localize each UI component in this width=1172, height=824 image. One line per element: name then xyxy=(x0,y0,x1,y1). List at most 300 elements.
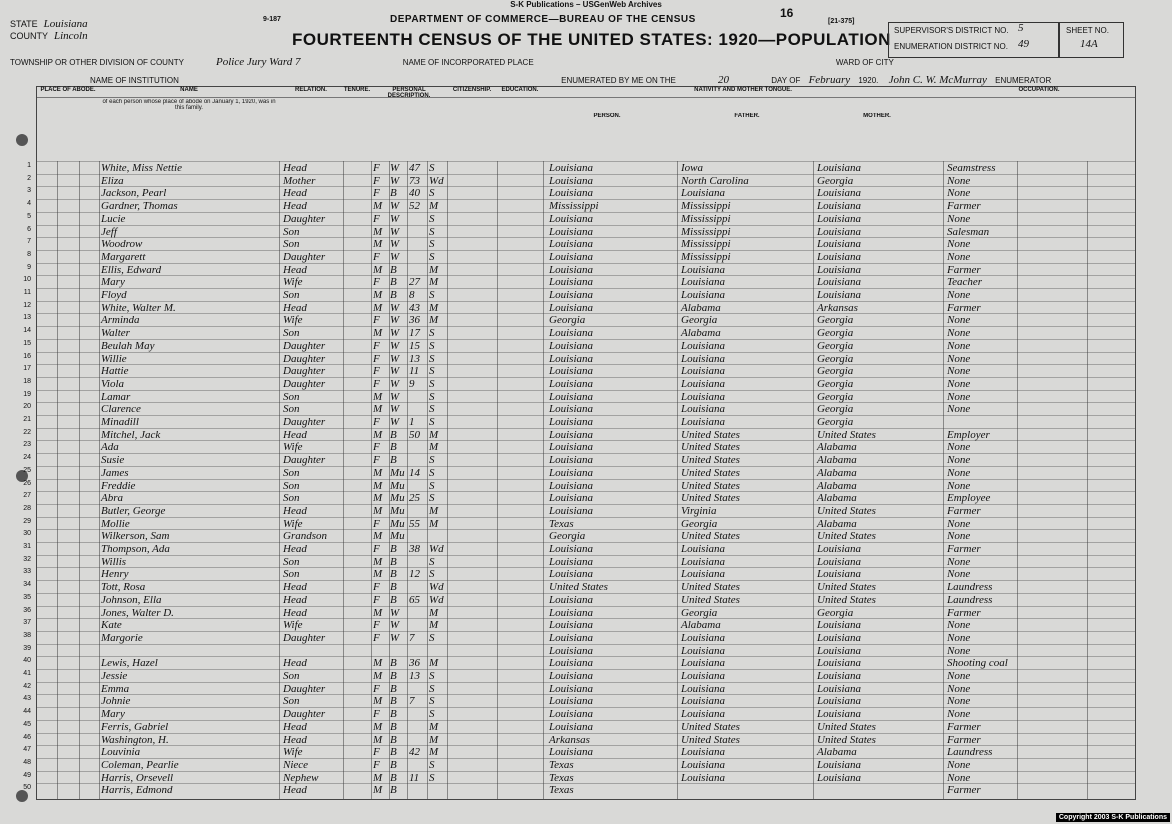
relation-cell: Daughter xyxy=(283,212,326,225)
person-name-cell: Minadill xyxy=(101,416,139,428)
relation-cell: Wife xyxy=(283,441,303,454)
occupation-cell: Farmer xyxy=(947,543,981,555)
birthplace-cell: Louisiana xyxy=(549,441,594,454)
father-birthplace-cell: Louisiana xyxy=(681,682,726,695)
name-column-desc: of each person whose place of abode on January 1, 1920, was in this family. xyxy=(102,99,276,111)
relation-cell: Head xyxy=(283,187,307,200)
age-cell: 36 xyxy=(409,657,420,670)
race-cell: W xyxy=(390,174,400,187)
sex-cell: F xyxy=(373,517,380,530)
occupation-cell: Employee xyxy=(947,492,991,505)
person-name-cell: Kate xyxy=(101,619,122,632)
marital-status-cell: S xyxy=(429,238,435,251)
sex-cell: M xyxy=(373,784,383,797)
father-birthplace-cell: Mississippi xyxy=(681,250,731,263)
sex-cell: F xyxy=(373,276,380,289)
mother-birthplace-cell: Louisiana xyxy=(817,708,862,721)
occupation-cell: None xyxy=(947,670,971,682)
father-birthplace-cell: Louisiana xyxy=(681,644,726,657)
person-name-cell: Wilkerson, Sam xyxy=(101,530,170,543)
row-number: 21 xyxy=(23,416,31,423)
birthplace-cell: Louisiana xyxy=(549,263,594,276)
race-cell: B xyxy=(390,657,397,670)
occupation-cell: None xyxy=(947,479,971,492)
person-name-cell: Ferris, Gabriel xyxy=(101,720,169,733)
mother-birthplace-cell: United States xyxy=(817,733,876,746)
race-cell: B xyxy=(390,733,397,746)
relation-cell: Wife xyxy=(283,276,303,289)
marital-status-cell: M xyxy=(429,200,439,213)
relation-cell: Head xyxy=(283,504,307,517)
sex-cell: F xyxy=(373,746,380,759)
enum-month: February xyxy=(808,74,851,86)
row-number: 32 xyxy=(23,555,31,563)
state-county-block xyxy=(10,18,88,42)
person-name-cell: Jackson, Pearl xyxy=(101,187,167,200)
person-name-cell: Harris, Orsevell xyxy=(101,771,174,784)
sex-cell: M xyxy=(373,568,383,581)
birthplace-cell: Louisiana xyxy=(549,377,594,390)
father-birthplace-cell: United States xyxy=(681,466,740,479)
age-cell: 1 xyxy=(409,416,415,428)
marital-status-cell: Wd xyxy=(429,543,444,555)
occupation-cell: Laundress xyxy=(947,593,993,606)
birthplace-cell: Louisiana xyxy=(549,428,594,441)
person-name-cell: Clarence xyxy=(101,403,141,416)
age-cell: 17 xyxy=(409,327,420,340)
birthplace-cell: Arkansas xyxy=(549,733,590,746)
person-name-cell: Butler, George xyxy=(101,504,166,517)
occupation-cell: None xyxy=(947,314,971,327)
marital-status-cell: S xyxy=(429,568,435,581)
form-number: 9-187 xyxy=(263,16,281,23)
mother-birthplace-cell: Georgia xyxy=(817,416,854,428)
sex-cell: M xyxy=(373,695,383,708)
mother-birthplace-cell: Louisiana xyxy=(817,657,862,670)
county-label: COUNTY xyxy=(10,31,48,41)
birthplace-cell: Louisiana xyxy=(549,225,594,238)
mother-birthplace-cell: Louisiana xyxy=(817,771,862,784)
marital-status-cell: S xyxy=(429,758,435,771)
occupation-cell: Teacher xyxy=(947,276,983,289)
sex-cell: F xyxy=(373,593,380,606)
father-birthplace-cell: Mississippi xyxy=(681,200,731,213)
occupation-cell: None xyxy=(947,212,971,225)
race-cell: Mu xyxy=(390,517,405,530)
person-name-cell: Lamar xyxy=(101,390,131,403)
relation-cell: Head xyxy=(283,593,307,606)
ward-label: WARD OF CITY xyxy=(835,58,894,67)
row-number: 42 xyxy=(23,682,31,690)
occupation-cell: Salesman xyxy=(947,225,990,238)
mother-birthplace-cell: Georgia xyxy=(817,339,854,352)
marital-status-cell: S xyxy=(429,327,435,340)
marital-status-cell: S xyxy=(429,212,435,225)
relation-cell: Daughter xyxy=(283,352,326,365)
row-number: 28 xyxy=(23,504,31,512)
birthplace-cell: Louisiana xyxy=(549,276,594,289)
marital-status-cell: M xyxy=(429,619,439,632)
marital-status-cell: S xyxy=(429,352,435,365)
marital-status-cell: S xyxy=(429,771,435,784)
age-cell: 13 xyxy=(409,352,420,365)
father-birthplace-cell: Louisiana xyxy=(681,670,726,682)
row-number: 35 xyxy=(23,593,31,601)
birthplace-cell: Louisiana xyxy=(549,250,594,263)
marital-status-cell: S xyxy=(429,695,435,708)
occupation-cell: None xyxy=(947,327,971,340)
race-cell: B xyxy=(390,289,397,301)
occupation-cell: None xyxy=(947,466,971,479)
birthplace-cell: Louisiana xyxy=(549,174,594,187)
birthplace-cell: Louisiana xyxy=(549,352,594,365)
birthplace-cell: Louisiana xyxy=(549,416,594,428)
race-cell: Mu xyxy=(390,479,405,492)
person-name-cell: Susie xyxy=(101,454,125,467)
age-cell: 40 xyxy=(409,187,420,200)
age-cell: 47 xyxy=(409,162,420,174)
marital-status-cell: S xyxy=(429,162,435,174)
row-number: 19 xyxy=(23,390,31,398)
group-occupation: OCCUPATION. xyxy=(943,87,1135,98)
mother-birthplace-cell: Louisiana xyxy=(817,644,862,657)
person-name-cell: Mitchel, Jack xyxy=(101,428,161,441)
father-birthplace-cell: Louisiana xyxy=(681,187,726,200)
occupation-cell: None xyxy=(947,390,971,403)
occupation-cell: None xyxy=(947,441,971,454)
birthplace-cell: Louisiana xyxy=(549,555,594,568)
birthplace-cell: Louisiana xyxy=(549,187,594,200)
person-name-cell: Louvinia xyxy=(101,746,141,759)
occupation-cell: Seamstress xyxy=(947,162,996,174)
relation-cell: Son xyxy=(283,568,300,581)
race-cell: B xyxy=(390,543,397,555)
row-number: 31 xyxy=(23,543,31,550)
birthplace-cell: Louisiana xyxy=(549,162,594,174)
enum-day: 20 xyxy=(718,74,730,86)
marital-status-cell: M xyxy=(429,428,439,441)
mother-birthplace-cell: United States xyxy=(817,530,876,543)
sex-cell: F xyxy=(373,708,380,721)
relation-cell: Son xyxy=(283,289,300,301)
person-name-cell: Freddie xyxy=(101,479,136,492)
race-cell: B xyxy=(390,771,397,784)
day-of-label: DAY OF xyxy=(771,76,801,85)
occupation-cell: None xyxy=(947,631,971,644)
father-birthplace-cell: Louisiana xyxy=(681,746,726,759)
relation-cell: Grandson xyxy=(283,530,328,543)
occupation-cell: None xyxy=(947,174,971,187)
race-cell: W xyxy=(390,327,400,340)
person-name-cell: James xyxy=(101,466,129,479)
mother-birthplace-cell: Alabama xyxy=(817,746,857,759)
sex-cell: F xyxy=(373,581,380,594)
occupation-cell: None xyxy=(947,403,971,416)
father-birthplace-cell: Louisiana xyxy=(681,365,726,378)
race-cell: B xyxy=(390,784,397,797)
age-cell: 38 xyxy=(409,543,420,555)
father-birthplace-cell: North Carolina xyxy=(681,174,749,187)
row-number: 30 xyxy=(23,530,31,538)
father-birthplace-cell: Louisiana xyxy=(681,631,726,644)
father-birthplace-cell: Alabama xyxy=(681,301,721,314)
row-number: 9 xyxy=(27,263,31,271)
occupation-cell: None xyxy=(947,238,971,251)
marital-status-cell: S xyxy=(429,289,435,301)
sex-cell: M xyxy=(373,606,383,619)
relation-cell: Son xyxy=(283,492,300,505)
father-birthplace-cell: Virginia xyxy=(681,504,717,517)
sex-cell: M xyxy=(373,670,383,682)
race-cell: B xyxy=(390,555,397,568)
relation-cell: Head xyxy=(283,200,307,213)
institution-line xyxy=(90,74,1051,86)
binding-hole xyxy=(16,790,28,802)
mother-birthplace-cell: Georgia xyxy=(817,390,854,403)
row-number: 22 xyxy=(23,428,31,436)
relation-cell: Head xyxy=(283,428,307,441)
occupation-cell: Employer xyxy=(947,428,990,441)
race-cell: W xyxy=(390,339,400,352)
mother-birthplace-cell: Louisiana xyxy=(817,263,862,276)
race-cell: W xyxy=(390,314,400,327)
sex-cell: F xyxy=(373,682,380,695)
occupation-cell: None xyxy=(947,517,971,530)
row-number: 11 xyxy=(23,289,31,296)
birthplace-cell: Louisiana xyxy=(549,301,594,314)
person-name-cell: Woodrow xyxy=(101,238,143,251)
person-name-cell: Emma xyxy=(101,682,130,695)
person-name-cell: Mollie xyxy=(101,517,130,530)
relation-cell: Wife xyxy=(283,314,303,327)
row-number: 26 xyxy=(23,479,31,487)
marital-status-cell: S xyxy=(429,225,435,238)
sheet-label: SHEET NO. xyxy=(1066,26,1109,35)
person-name-cell: Ada xyxy=(101,441,119,454)
sex-cell: M xyxy=(373,733,383,746)
race-cell: B xyxy=(390,695,397,708)
person-name-cell: Eliza xyxy=(101,174,124,187)
marital-status-cell: M xyxy=(429,301,439,314)
occupation-cell: None xyxy=(947,289,971,301)
mother-birthplace-cell: Louisiana xyxy=(817,758,862,771)
marital-status-cell: S xyxy=(429,187,435,200)
birthplace-cell: Louisiana xyxy=(549,631,594,644)
township-label: TOWNSHIP OR OTHER DIVISION OF COUNTY xyxy=(10,58,184,67)
person-name-cell: Lucie xyxy=(101,212,126,225)
mother-birthplace-cell: Alabama xyxy=(817,479,857,492)
father-birthplace-cell: Alabama xyxy=(681,327,721,340)
mother-birthplace-cell: Louisiana xyxy=(817,631,862,644)
father-birthplace-cell: Louisiana xyxy=(681,263,726,276)
person-name-cell: Lewis, Hazel xyxy=(101,657,158,670)
copyright-notice: Copyright 2003 S-K Publications xyxy=(1056,813,1170,822)
birthplace-cell: Texas xyxy=(549,758,574,771)
sex-cell: M xyxy=(373,555,383,568)
sex-cell: M xyxy=(373,492,383,505)
person-name-cell: Harris, Edmond xyxy=(101,784,173,797)
mother-birthplace-cell: Louisiana xyxy=(817,276,862,289)
birthplace-cell: Texas xyxy=(549,517,574,530)
relation-cell: Son xyxy=(283,327,300,340)
occupation-cell: Laundress xyxy=(947,581,993,594)
father-birthplace-cell: Louisiana xyxy=(681,758,726,771)
person-name-cell: Abra xyxy=(101,492,123,505)
age-cell: 11 xyxy=(409,771,420,784)
mother-birthplace-cell: United States xyxy=(817,428,876,441)
row-number: 12 xyxy=(23,301,31,309)
mother-birthplace-cell: Louisiana xyxy=(817,568,862,581)
person-name-cell: Willie xyxy=(101,352,127,365)
race-cell: B xyxy=(390,441,397,454)
page-title: FOURTEENTH CENSUS OF THE UNITED STATES: 1920—POPULATION xyxy=(292,30,891,49)
relation-cell: Son xyxy=(283,238,300,251)
age-cell: 14 xyxy=(409,466,420,479)
birthplace-cell: Louisiana xyxy=(549,644,594,657)
father-birthplace-cell: Georgia xyxy=(681,314,718,327)
marital-status-cell: S xyxy=(429,708,435,721)
row-number: 20 xyxy=(23,403,31,411)
race-cell: B xyxy=(390,670,397,682)
state-label: STATE xyxy=(10,19,38,29)
race-cell: B xyxy=(390,758,397,771)
mother-birthplace-cell: United States xyxy=(817,720,876,733)
age-cell: 36 xyxy=(409,314,420,327)
row-number: 14 xyxy=(23,327,31,335)
mother-birthplace-cell: Louisiana xyxy=(817,250,862,263)
relation-cell: Daughter xyxy=(283,708,326,721)
person-name-cell: Arminda xyxy=(101,314,140,327)
father-birthplace-cell: Mississippi xyxy=(681,212,731,225)
sex-cell: M xyxy=(373,390,383,403)
person-name-cell: Jessie xyxy=(101,670,128,682)
mother-birthplace-cell: Louisiana xyxy=(817,695,862,708)
marital-status-cell: S xyxy=(429,403,435,416)
occupation-cell: Farmer xyxy=(947,784,981,797)
row-number: 25 xyxy=(23,466,31,474)
occupation-cell: Farmer xyxy=(947,263,981,276)
person-name-cell: Margorie xyxy=(101,631,143,644)
sex-cell: M xyxy=(373,327,383,340)
occupation-cell: Laundress xyxy=(947,746,993,759)
department-heading: DEPARTMENT OF COMMERCE—BUREAU OF THE CENSUS xyxy=(390,14,696,25)
row-number: 48 xyxy=(23,758,31,766)
father-birthplace-cell: United States xyxy=(681,720,740,733)
row-number: 16 xyxy=(23,352,31,360)
mother-birthplace-cell: Georgia xyxy=(817,377,854,390)
birthplace-cell: Louisiana xyxy=(549,543,594,555)
race-cell: W xyxy=(390,606,400,619)
occupation-cell: None xyxy=(947,619,971,632)
mother-birthplace-cell: Louisiana xyxy=(817,187,862,200)
mother-birthplace-cell: Louisiana xyxy=(817,619,862,632)
birthplace-cell: Louisiana xyxy=(549,390,594,403)
father-birthplace-cell: United States xyxy=(681,492,740,505)
row-number: 24 xyxy=(23,454,31,462)
enumerator-name: John C. W. McMurray xyxy=(888,74,987,86)
marital-status-cell: Wd xyxy=(429,581,444,594)
marital-status-cell: M xyxy=(429,276,439,289)
sheet-no: 14A xyxy=(1080,38,1098,50)
relation-cell: Head xyxy=(283,733,307,746)
race-cell: Mu xyxy=(390,504,405,517)
occupation-cell: None xyxy=(947,250,971,263)
person-name-cell: Tott, Rosa xyxy=(101,581,146,594)
occupation-cell: None xyxy=(947,454,971,467)
township-value: Police Jury Ward 7 xyxy=(216,56,301,68)
sex-cell: M xyxy=(373,504,383,517)
row-number: 8 xyxy=(27,250,31,258)
group-citizenship: CITIZENSHIP. xyxy=(447,87,497,98)
row-number: 36 xyxy=(23,606,31,614)
marital-status-cell: S xyxy=(429,492,435,505)
relation-cell: Son xyxy=(283,670,300,682)
mother-birthplace-cell: Louisiana xyxy=(817,555,862,568)
relation-cell: Head xyxy=(283,301,307,314)
mother-birthplace-cell: Alabama xyxy=(817,466,857,479)
father-birthplace-cell: United States xyxy=(681,733,740,746)
father-birthplace-cell: Georgia xyxy=(681,517,718,530)
birthplace-cell: Louisiana xyxy=(549,504,594,517)
birthplace-cell: Louisiana xyxy=(549,568,594,581)
sex-cell: M xyxy=(373,479,383,492)
birthplace-cell: Louisiana xyxy=(549,327,594,340)
row-number: 5 xyxy=(27,212,31,220)
group-personal: PERSONAL DESCRIPTION. xyxy=(371,87,447,98)
sex-cell: F xyxy=(373,162,380,174)
relation-cell: Head xyxy=(283,581,307,594)
person-name-cell: Coleman, Pearlie xyxy=(101,758,179,771)
relation-cell: Head xyxy=(283,543,307,555)
father-birthplace-cell: Louisiana xyxy=(681,377,726,390)
birthplace-cell: Louisiana xyxy=(549,365,594,378)
race-cell: W xyxy=(390,200,400,213)
mother-birthplace-cell: Louisiana xyxy=(817,289,862,301)
race-cell: W xyxy=(390,301,400,314)
occupation-cell: Farmer xyxy=(947,301,981,314)
incorporated-label: NAME OF INCORPORATED PLACE xyxy=(402,58,534,67)
row-number: 46 xyxy=(23,733,31,741)
marital-status-cell: S xyxy=(429,416,435,428)
race-cell: W xyxy=(390,365,400,378)
race-cell: B xyxy=(390,682,397,695)
father-birthplace-cell: United States xyxy=(681,441,740,454)
race-cell: B xyxy=(390,720,397,733)
occupation-cell: None xyxy=(947,555,971,568)
sex-cell: M xyxy=(373,771,383,784)
sex-cell: F xyxy=(373,174,380,187)
row-number: 47 xyxy=(23,746,31,754)
group-relation: RELATION. xyxy=(279,87,343,98)
age-cell: 50 xyxy=(409,428,420,441)
birthplace-cell: Louisiana xyxy=(549,657,594,670)
race-cell: B xyxy=(390,263,397,276)
county-value: Lincoln xyxy=(54,30,88,42)
form-code: [21-375] xyxy=(828,18,855,25)
occupation-cell: None xyxy=(947,758,971,771)
sex-cell: F xyxy=(373,352,380,365)
age-cell: 11 xyxy=(409,365,420,378)
person-name-cell: Floyd xyxy=(101,289,127,301)
age-cell: 15 xyxy=(409,339,420,352)
birthplace-cell: Louisiana xyxy=(549,619,594,632)
birthplace-cell: Louisiana xyxy=(549,746,594,759)
mother-birthplace-cell: Louisiana xyxy=(817,543,862,555)
row-number: 1 xyxy=(27,162,31,169)
age-cell: 65 xyxy=(409,593,420,606)
age-cell: 55 xyxy=(409,517,420,530)
sex-cell: F xyxy=(373,543,380,555)
